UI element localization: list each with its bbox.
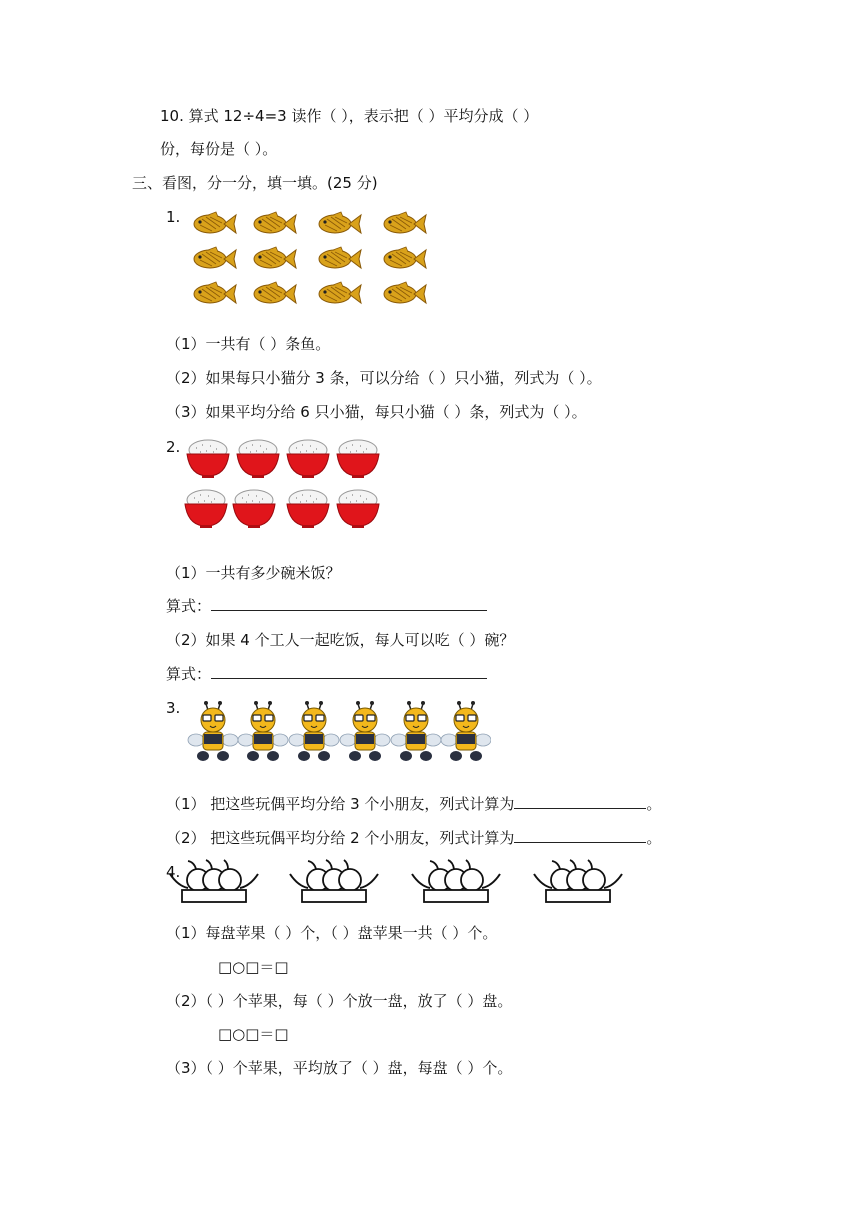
bee-doll-icon (238, 701, 288, 761)
bee-doll-icon (441, 701, 491, 761)
rice-bowl-icon (337, 440, 379, 478)
problem-3-q2 (166, 828, 661, 848)
period: 。 (646, 795, 662, 813)
fish-icon (254, 212, 296, 233)
equation-template-2: □○□＝□ (218, 1025, 289, 1043)
apple-plate-icon (290, 860, 378, 902)
rice-bowls (182, 432, 392, 532)
formula-line-2 (166, 664, 487, 684)
fish-icon (384, 247, 426, 268)
bee-dolls (186, 696, 491, 768)
q10-line1: 10. 算式 12÷4=3 读作（ ），表示把（ ）平均分成（ ） (160, 107, 539, 125)
formula-line-1 (166, 596, 487, 616)
answer-blank[interactable] (211, 596, 487, 611)
fish-icon (194, 212, 236, 233)
problem-1-q1: （1）一共有（ ）条鱼。 (166, 335, 331, 353)
problem-1-q2: （2）如果每只小猫分 3 条，可以分给（ ）只小猫，列式为（ ）。 (166, 369, 602, 387)
period: 。 (646, 829, 662, 847)
bee-doll-icon (289, 701, 339, 761)
formula-label: 算式： (166, 665, 212, 683)
fish-icon (194, 247, 236, 268)
problem-3-number: 3. (166, 699, 181, 717)
problem-3-q1-text: （1） 把这些玩偶平均分给 3 个小朋友，列式计算为 (166, 795, 515, 813)
rice-bowl-icon (337, 490, 379, 528)
apple-plate-icon (170, 860, 258, 902)
fish-icon (384, 282, 426, 303)
fish-icon (319, 282, 361, 303)
rice-bowl-icon (287, 490, 329, 528)
problem-1-q3: （3）如果平均分给 6 只小猫，每只小猫（ ）条，列式为（ ）。 (166, 403, 587, 421)
bee-doll-icon (340, 701, 390, 761)
problem-4-q2: （2）（ ）个苹果，每（ ）个放一盘，放了（ ）盘。 (166, 992, 513, 1010)
problem-1-number: 1. (166, 208, 181, 226)
rice-bowl-icon (287, 440, 329, 478)
rice-bowl-icon (233, 490, 275, 528)
answer-blank[interactable] (211, 664, 487, 679)
answer-blank[interactable] (514, 828, 646, 843)
bee-doll-icon (188, 701, 238, 761)
formula-label: 算式： (166, 597, 212, 615)
answer-blank[interactable] (514, 794, 646, 809)
q10-line2: 份，每份是（ ）。 (160, 140, 278, 158)
equation-template-1: □○□＝□ (218, 958, 289, 976)
fish-icon (319, 247, 361, 268)
fish-grid (188, 206, 433, 311)
problem-2-q2: （2）如果 4 个工人一起吃饭，每人可以吃（ ）碗？ (166, 631, 515, 649)
fish-icon (254, 247, 296, 268)
apple-plate-icon (534, 860, 622, 902)
problem-4-q3: （3）（ ）个苹果，平均放了（ ）盘，每盘（ ）个。 (166, 1059, 513, 1077)
problem-3-q2-text: （2） 把这些玩偶平均分给 2 个小朋友，列式计算为 (166, 829, 515, 847)
problem-3-q1 (166, 794, 661, 814)
problem-2-q1: （1）一共有多少碗米饭？ (166, 564, 341, 582)
rice-bowl-icon (237, 440, 279, 478)
problem-4-q1: （1）每盘苹果（ ）个，（ ）盘苹果一共（ ）个。 (166, 924, 498, 942)
fish-icon (319, 212, 361, 233)
apple-plates (168, 854, 632, 904)
rice-bowl-icon (187, 440, 229, 478)
bee-doll-icon (391, 701, 441, 761)
rice-bowl-icon (185, 490, 227, 528)
problem-2-number: 2. (166, 438, 181, 456)
problem-4-number: 4. (166, 863, 181, 881)
fish-icon (384, 212, 426, 233)
fish-icon (254, 282, 296, 303)
apple-plate-icon (412, 860, 500, 902)
fish-icon (194, 282, 236, 303)
section-title: 三、看图，分一分，填一填。(25 分) (132, 174, 378, 192)
